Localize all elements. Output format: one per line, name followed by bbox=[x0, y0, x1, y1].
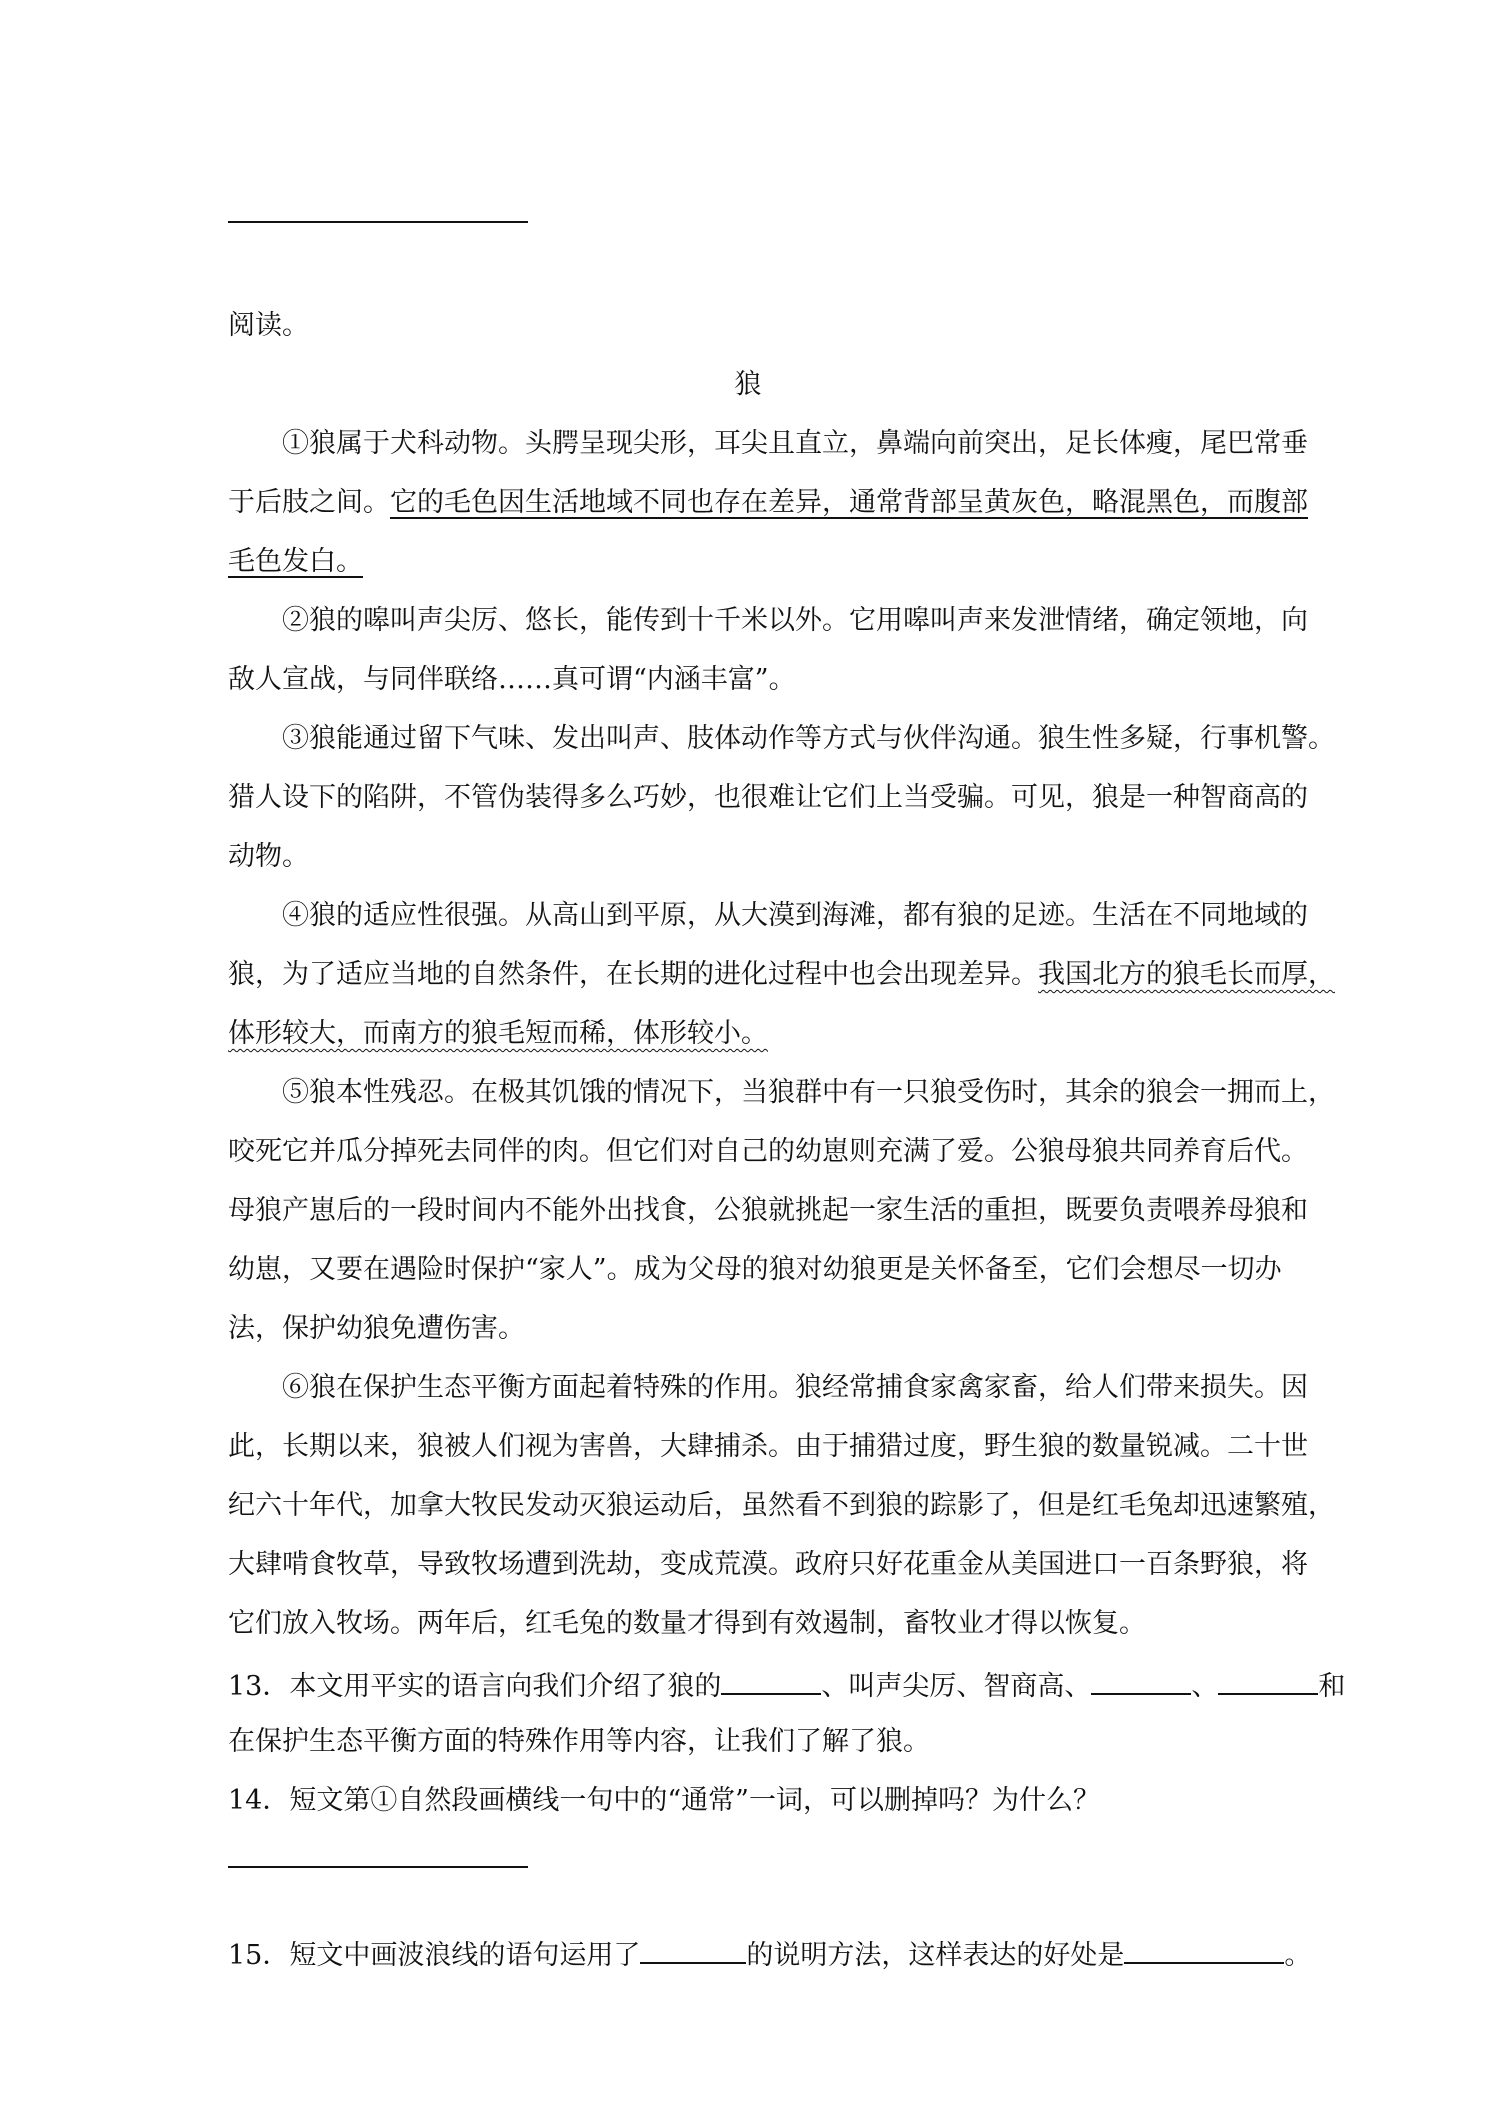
question-14: 14．短文第①自然段画横线一句中的“通常”一词，可以删掉吗？为什么？ bbox=[228, 1785, 1100, 1816]
p4-line-3 bbox=[228, 1014, 1268, 1054]
p6-line-1: ⑥狼在保护生态平衡方面起着特殊的作用。狼经常捕食家禽家畜，给人们带来损失。因 bbox=[282, 1372, 1308, 1403]
p5-line-5: 法，保护幼狼免遭伤害。 bbox=[228, 1313, 525, 1344]
answer-blank-2[interactable] bbox=[1091, 1663, 1191, 1695]
p3-line-3: 动物。 bbox=[228, 841, 309, 872]
p3-line-2: 猎人设下的陷阱，不管伪装得多么巧妙，也很难让它们上当受骗。可见，狼是一种智商高的 bbox=[228, 782, 1308, 813]
p6-line-5: 它们放入牧场。两年后，红毛兔的数量才得到有效遏制，畜牧业才得以恢复。 bbox=[228, 1608, 1146, 1639]
underlined-sentence-end: 毛色发白。 bbox=[228, 546, 363, 577]
answer-blank-1[interactable] bbox=[721, 1663, 821, 1695]
answer-blank-3[interactable] bbox=[1218, 1663, 1318, 1695]
p4-line-2: 狼，为了适应当地的自然条件，在长期的进化过程中也会出现差异。我国北方的狼毛长而厚， bbox=[228, 959, 1335, 990]
p4-line-1: ④狼的适应性很强。从高山到平原，从大漠到海滩，都有狼的足迹。生活在不同地域的 bbox=[282, 900, 1308, 931]
question-13-line-1: 13．本文用平实的语言向我们介绍了狼的 、叫声尖厉、智商高、 、 和 bbox=[228, 1663, 1268, 1703]
passage-title: 狼 bbox=[734, 369, 762, 400]
p2-line-2: 敌人宣战，与同伴联络……真可谓“内涵丰富”。 bbox=[228, 664, 796, 695]
question-15: 15．短文中画波浪线的语句运用了 的说明方法，这样表达的好处是 。 bbox=[228, 1932, 1268, 1972]
wavy-sentence-end: 体形较大，而南方的狼毛短而稀，体形较小。 bbox=[228, 1018, 768, 1049]
p3-line-1: ③狼能通过留下气味、发出叫声、肢体动作等方式与伙伴沟通。狼生性多疑，行事机警。 bbox=[282, 723, 1335, 754]
instruction: 阅读。 bbox=[228, 310, 309, 341]
p5-line-3: 母狼产崽后的一段时间内不能外出找食，公狼就挑起一家生活的重担，既要负责喂养母狼和 bbox=[228, 1195, 1308, 1226]
p5-line-1: ⑤狼本性残忍。在极其饥饿的情况下，当狼群中有一只狼受伤时，其余的狼会一拥而上， bbox=[282, 1077, 1335, 1108]
answer-line-14[interactable] bbox=[228, 1866, 528, 1868]
p6-line-4: 大肆啃食牧草，导致牧场遭到洗劫，变成荒漠。政府只好花重金从美国进口一百条野狼，将 bbox=[228, 1549, 1308, 1580]
underlined-sentence: 它的毛色因生活地域不同也存在差异，通常背部呈黄灰色，略混黑色，而腹部 bbox=[390, 487, 1308, 518]
wavy-sentence: 我国北方的狼毛长而厚， bbox=[1038, 959, 1335, 990]
p1-line-1: ①狼属于犬科动物。头腭呈现尖形，耳尖且直立，鼻端向前突出，足长体瘦，尾巴常垂 bbox=[282, 428, 1308, 459]
question-13-line-2: 在保护生态平衡方面的特殊作用等内容，让我们了解了狼。 bbox=[228, 1726, 930, 1757]
p1-line-2: 于后肢之间。它的毛色因生活地域不同也存在差异，通常背部呈黄灰色，略混黑色，而腹部 bbox=[228, 487, 1308, 518]
p5-line-4: 幼崽，又要在遇险时保护“家人”。成为父母的狼对幼狼更是关怀备至，它们会想尽一切办 bbox=[228, 1254, 1282, 1285]
p1-line-3 bbox=[228, 542, 1268, 582]
p2-line-1: ②狼的嗥叫声尖厉、悠长，能传到十千米以外。它用嗥叫声来发泄情绪，确定领地，向 bbox=[282, 605, 1308, 636]
answer-blank-benefit[interactable] bbox=[1124, 1932, 1284, 1964]
p6-line-2: 此，长期以来，狼被人们视为害兽，大肆捕杀。由于捕猎过度，野生狼的数量锐减。二十世 bbox=[228, 1431, 1308, 1462]
answer-line-top bbox=[228, 221, 528, 223]
p5-line-2: 咬死它并瓜分掉死去同伴的肉。但它们对自己的幼崽则充满了爱。公狼母狼共同养育后代。 bbox=[228, 1136, 1308, 1167]
p6-line-3: 纪六十年代，加拿大牧民发动灭狼运动后，虽然看不到狼的踪影了，但是红毛兔却迅速繁殖， bbox=[228, 1490, 1335, 1521]
answer-blank-method[interactable] bbox=[640, 1932, 746, 1964]
